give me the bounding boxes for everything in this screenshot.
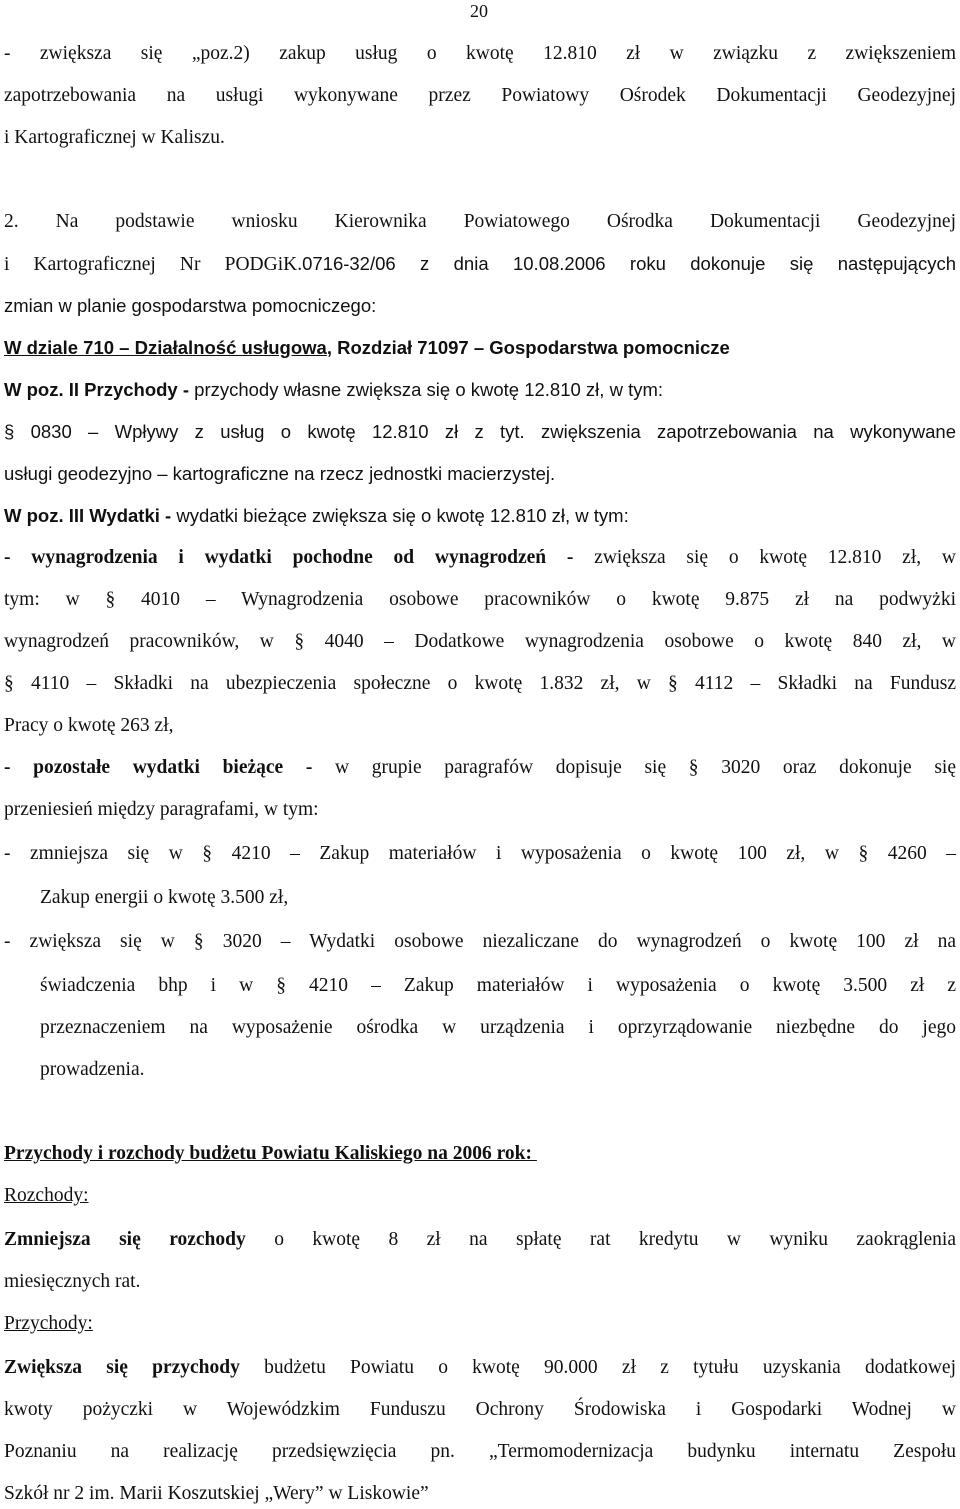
text-fragment: wydatki bieżące zwiększa się o kwotę 12.810 zł, w tym: — [171, 505, 629, 526]
text-line: § 0830 – Wpływy z usług o kwotę 12.810 zł z tyt. zwiększenia zapotrzebowania na wykonywane — [4, 421, 956, 442]
text-fragment: o kwotę 8 zł na spłatę rat kredytu w wyniku zaokrąglenia — [245, 1229, 956, 1250]
text-line: 2. Na podstawie wniosku Kierownika Powiatowego Ośrodka Dokumentacji Geodezyjnej — [4, 211, 956, 232]
text-line: Pracy o kwotę 263 zł, — [4, 715, 174, 736]
text-fragment: w grupie paragrafów dopisuje się § 3020 oraz dokonuje się — [312, 757, 956, 778]
text-line: wynagrodzeń pracowników, w § 4040 – Dodatkowe wynagrodzenia osobowe o kwotę 840 zł, w — [4, 631, 956, 652]
text-fragment: budżetu Powiatu o kwotę 90.000 zł z tytułu uzyskania dodatkowej — [239, 1357, 956, 1378]
text-bold: W poz. II Przychody - — [4, 379, 190, 400]
text-line: prowadzenia. — [40, 1059, 145, 1080]
text-line: i Kartograficznej w Kaliszu. — [4, 127, 225, 148]
text-line: zapotrzebowania na usługi wykonywane przez Powiatowy Ośrodek Dokumentacji Geodezyjnej — [4, 85, 956, 106]
subheading-przychody: Przychody: — [4, 1313, 93, 1334]
text-line — [4, 756, 956, 780]
text-bold: W poz. III Wydatki - — [4, 505, 172, 526]
text-bold: Zmniejsza się rozchody — [4, 1229, 246, 1250]
text-line: Zakup energii o kwotę 3.500 zł, — [40, 887, 289, 908]
section-header — [4, 336, 956, 360]
text-line: § 4110 – Składki na ubezpieczenia społeczne o kwotę 1.832 zł, w § 4112 – Składki na Fundusz — [4, 673, 956, 694]
section-heading — [4, 1142, 956, 1166]
text-line — [4, 252, 956, 277]
text-line — [4, 546, 956, 570]
text-bold: - pozostałe wydatki bieżące - — [4, 757, 313, 778]
text-line: - zwiększa się w § 3020 – Wydatki osobowe niezaliczane do wynagrodzeń o kwotę 100 zł na — [4, 931, 956, 952]
text-line: tym: w § 4010 – Wynagrodzenia osobowe pracowników o kwotę 9.875 zł na podwyżki — [4, 589, 956, 610]
text-line: zmian w planie gospodarstwa pomocniczego: — [4, 295, 377, 316]
text-line — [4, 504, 956, 528]
text-fragment: 2006 roku dokonuje się następujących — [564, 253, 956, 274]
text-line — [4, 1356, 956, 1380]
text-fragment: przychody własne zwiększa się o kwotę 12.810 zł, w tym: — [189, 379, 664, 400]
text-line — [4, 1228, 956, 1252]
text-line: - zwiększa się „poz.2) zakup usług o kwotę 12.810 zł w związku z zwiększeniem — [4, 43, 956, 64]
page-number: 20 — [470, 1, 488, 21]
text-line — [4, 378, 956, 402]
text-line: miesięcznych rat. — [4, 1271, 141, 1292]
text-line: kwoty pożyczki w Wojewódzkim Funduszu Ochrony Środowiska i Gospodarki Wodnej w — [4, 1399, 956, 1420]
section-header-rest: , Rozdział 71097 – Gospodarstwa pomocnicze — [326, 337, 730, 358]
text-fragment: i Kartograficznej Nr PODGiK. — [4, 254, 303, 275]
text-fragment: 0716-32/06 z dnia 10.08. — [302, 253, 565, 274]
text-bold: Zwiększa się przychody — [4, 1357, 240, 1378]
subheading-rozchody: Rozchody: — [4, 1185, 89, 1206]
text-line: świadczenia bhp i w § 4210 – Zakup materiałów i wyposażenia o kwotę 3.500 zł z — [40, 975, 956, 996]
section-header-underlined: W dziale 710 – Działalność usługowa — [4, 337, 327, 358]
text-fragment: zwiększa się o kwotę 12.810 zł, w — [573, 547, 956, 568]
text-line: przeznaczeniem na wyposażenie ośrodka w urządzenia i oprzyrządowanie niezbędne do jego — [40, 1017, 956, 1038]
text-line: usługi geodezyjno – kartograficzne na rzecz jednostki macierzystej. — [4, 463, 556, 484]
section-heading-text: Przychody i rozchody budżetu Powiatu Kaliskiego na 2006 rok: — [4, 1143, 537, 1164]
text-line: - zmniejsza się w § 4210 – Zakup materiałów i wyposażenia o kwotę 100 zł, w § 4260 – — [4, 843, 956, 864]
text-bold: - wynagrodzenia i wydatki pochodne od wynagrodzeń - — [4, 547, 574, 568]
text-line: Szkół nr 2 im. Marii Koszutskiej „Wery” w Liskowie” — [4, 1483, 429, 1504]
text-line: Poznaniu na realizację przedsięwzięcia pn. „Termomodernizacja budynku internatu Zespołu — [4, 1441, 956, 1462]
text-line: przeniesień między paragrafami, w tym: — [4, 799, 319, 820]
